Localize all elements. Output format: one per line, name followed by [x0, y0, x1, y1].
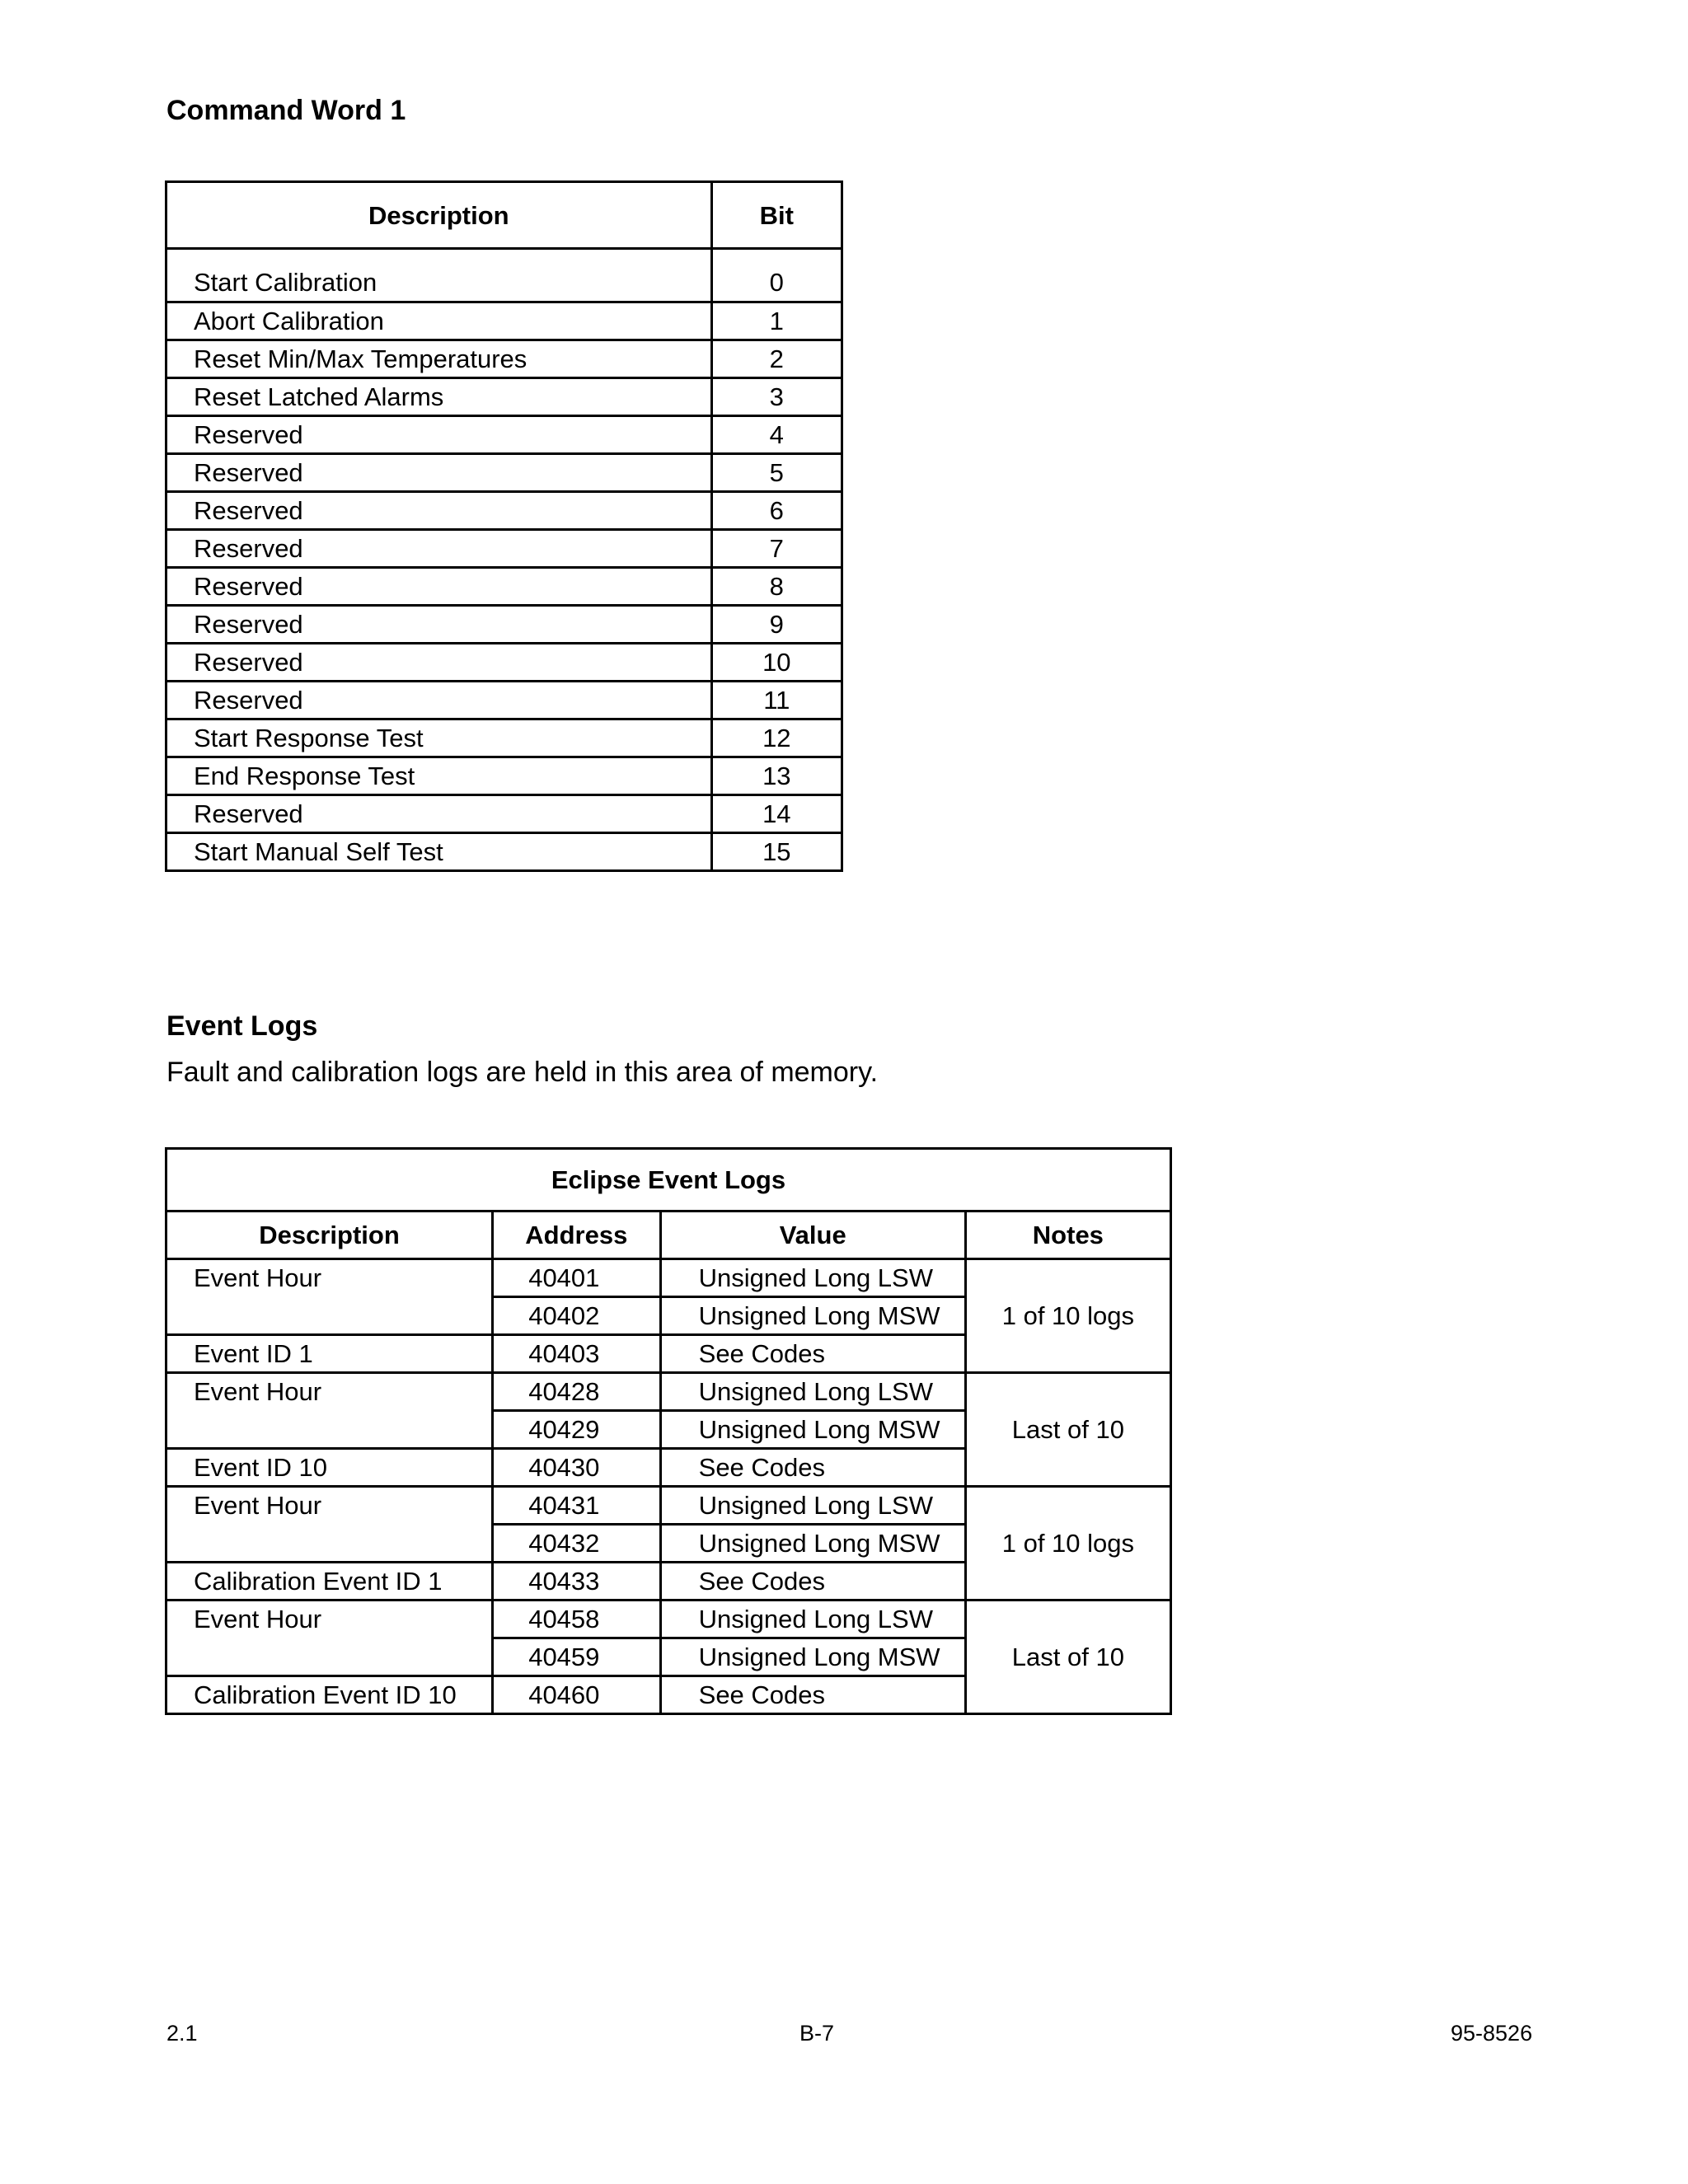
row-description: Reset Latched Alarms [166, 378, 712, 416]
table-row [166, 568, 842, 606]
event-id-label: Event ID 1 [166, 1335, 493, 1373]
table-row [166, 606, 842, 644]
register-address: 40458 [493, 1601, 661, 1638]
row-description: Reserved [166, 530, 712, 568]
table-row [166, 454, 842, 492]
table-row [166, 644, 842, 682]
register-address: 40401 [493, 1259, 661, 1297]
command-word-table [165, 180, 843, 872]
register-value: Unsigned Long LSW [660, 1373, 965, 1411]
row-bit: 2 [711, 340, 842, 378]
table-row [166, 1487, 1171, 1525]
row-bit: 5 [711, 454, 842, 492]
table-row [166, 530, 842, 568]
column-header-value: Value [660, 1212, 965, 1259]
register-value: Unsigned Long LSW [660, 1487, 965, 1525]
table-row [166, 757, 842, 795]
row-bit: 6 [711, 492, 842, 530]
table-row [166, 1259, 1171, 1297]
register-address: 40403 [493, 1335, 661, 1373]
table-row [166, 492, 842, 530]
column-header-description: Description [166, 182, 712, 249]
register-value: Unsigned Long MSW [660, 1525, 965, 1563]
column-header-bit: Bit [711, 182, 842, 249]
event-id-label: Calibration Event ID 1 [166, 1563, 493, 1601]
table-row [166, 378, 842, 416]
row-description: Start Calibration [166, 249, 712, 302]
row-bit: 10 [711, 644, 842, 682]
register-address: 40428 [493, 1373, 661, 1411]
row-bit: 1 [711, 302, 842, 340]
event-hour-label: Event Hour [166, 1259, 493, 1335]
register-value: Unsigned Long MSW [660, 1638, 965, 1676]
row-description: Reserved [166, 492, 712, 530]
row-description: Reserved [166, 606, 712, 644]
row-description: Abort Calibration [166, 302, 712, 340]
row-bit: 15 [711, 833, 842, 871]
table-row [166, 1373, 1171, 1411]
register-address: 40431 [493, 1487, 661, 1525]
event-logs-intro: Fault and calibration logs are held in this area of memory. [166, 1057, 879, 1088]
table-title: Eclipse Event Logs [166, 1149, 1171, 1212]
event-id-label: Calibration Event ID 10 [166, 1676, 493, 1714]
register-value: Unsigned Long LSW [660, 1601, 965, 1638]
row-description: Reserved [166, 644, 712, 682]
register-address: 40459 [493, 1638, 661, 1676]
event-logs-header-row [166, 1212, 1171, 1259]
column-header-notes: Notes [965, 1212, 1170, 1259]
event-hour-label: Event Hour [166, 1601, 493, 1676]
table-row [166, 249, 842, 302]
group-note: 1 of 10 logs [965, 1487, 1170, 1601]
footer-page-number: B-7 [799, 2021, 835, 2046]
row-bit: 11 [711, 682, 842, 719]
group-note: Last of 10 [965, 1373, 1170, 1487]
register-address: 40402 [493, 1297, 661, 1335]
event-id-label: Event ID 10 [166, 1449, 493, 1487]
register-value: Unsigned Long MSW [660, 1411, 965, 1449]
table-row [166, 833, 842, 871]
register-address: 40430 [493, 1449, 661, 1487]
footer-revision: 2.1 [166, 2021, 198, 2046]
row-bit: 3 [711, 378, 842, 416]
register-value: See Codes [660, 1335, 965, 1373]
register-address: 40433 [493, 1563, 661, 1601]
table-row [166, 1601, 1171, 1638]
row-description: Reset Min/Max Temperatures [166, 340, 712, 378]
register-address: 40460 [493, 1676, 661, 1714]
row-description: Reserved [166, 682, 712, 719]
register-address: 40432 [493, 1525, 661, 1563]
event-hour-label: Event Hour [166, 1487, 493, 1563]
register-value: See Codes [660, 1676, 965, 1714]
group-note: 1 of 10 logs [965, 1259, 1170, 1373]
row-bit: 13 [711, 757, 842, 795]
register-address: 40429 [493, 1411, 661, 1449]
row-bit: 4 [711, 416, 842, 454]
row-bit: 9 [711, 606, 842, 644]
row-bit: 14 [711, 795, 842, 833]
table-row [166, 719, 842, 757]
register-value: Unsigned Long LSW [660, 1259, 965, 1297]
table-row [166, 340, 842, 378]
table-row [166, 795, 842, 833]
table-row [166, 416, 842, 454]
event-hour-label: Event Hour [166, 1373, 493, 1449]
row-description: Reserved [166, 795, 712, 833]
group-note: Last of 10 [965, 1601, 1170, 1714]
footer-document-number: 95-8526 [1451, 2021, 1533, 2046]
column-header-description: Description [166, 1212, 493, 1259]
row-description: End Response Test [166, 757, 712, 795]
event-logs-heading: Event Logs [166, 1010, 318, 1042]
register-value: See Codes [660, 1563, 965, 1601]
eclipse-event-logs-table [165, 1147, 1172, 1715]
row-bit: 8 [711, 568, 842, 606]
row-description: Reserved [166, 568, 712, 606]
row-description: Reserved [166, 416, 712, 454]
row-bit: 12 [711, 719, 842, 757]
table-row [166, 302, 842, 340]
column-header-address: Address [493, 1212, 661, 1259]
row-bit: 0 [711, 249, 842, 302]
row-description: Reserved [166, 454, 712, 492]
command-word-heading: Command Word 1 [166, 95, 406, 126]
register-value: See Codes [660, 1449, 965, 1487]
row-description: Start Response Test [166, 719, 712, 757]
row-description: Start Manual Self Test [166, 833, 712, 871]
table-row [166, 682, 842, 719]
row-bit: 7 [711, 530, 842, 568]
register-value: Unsigned Long MSW [660, 1297, 965, 1335]
command-word-header-row [166, 182, 842, 249]
